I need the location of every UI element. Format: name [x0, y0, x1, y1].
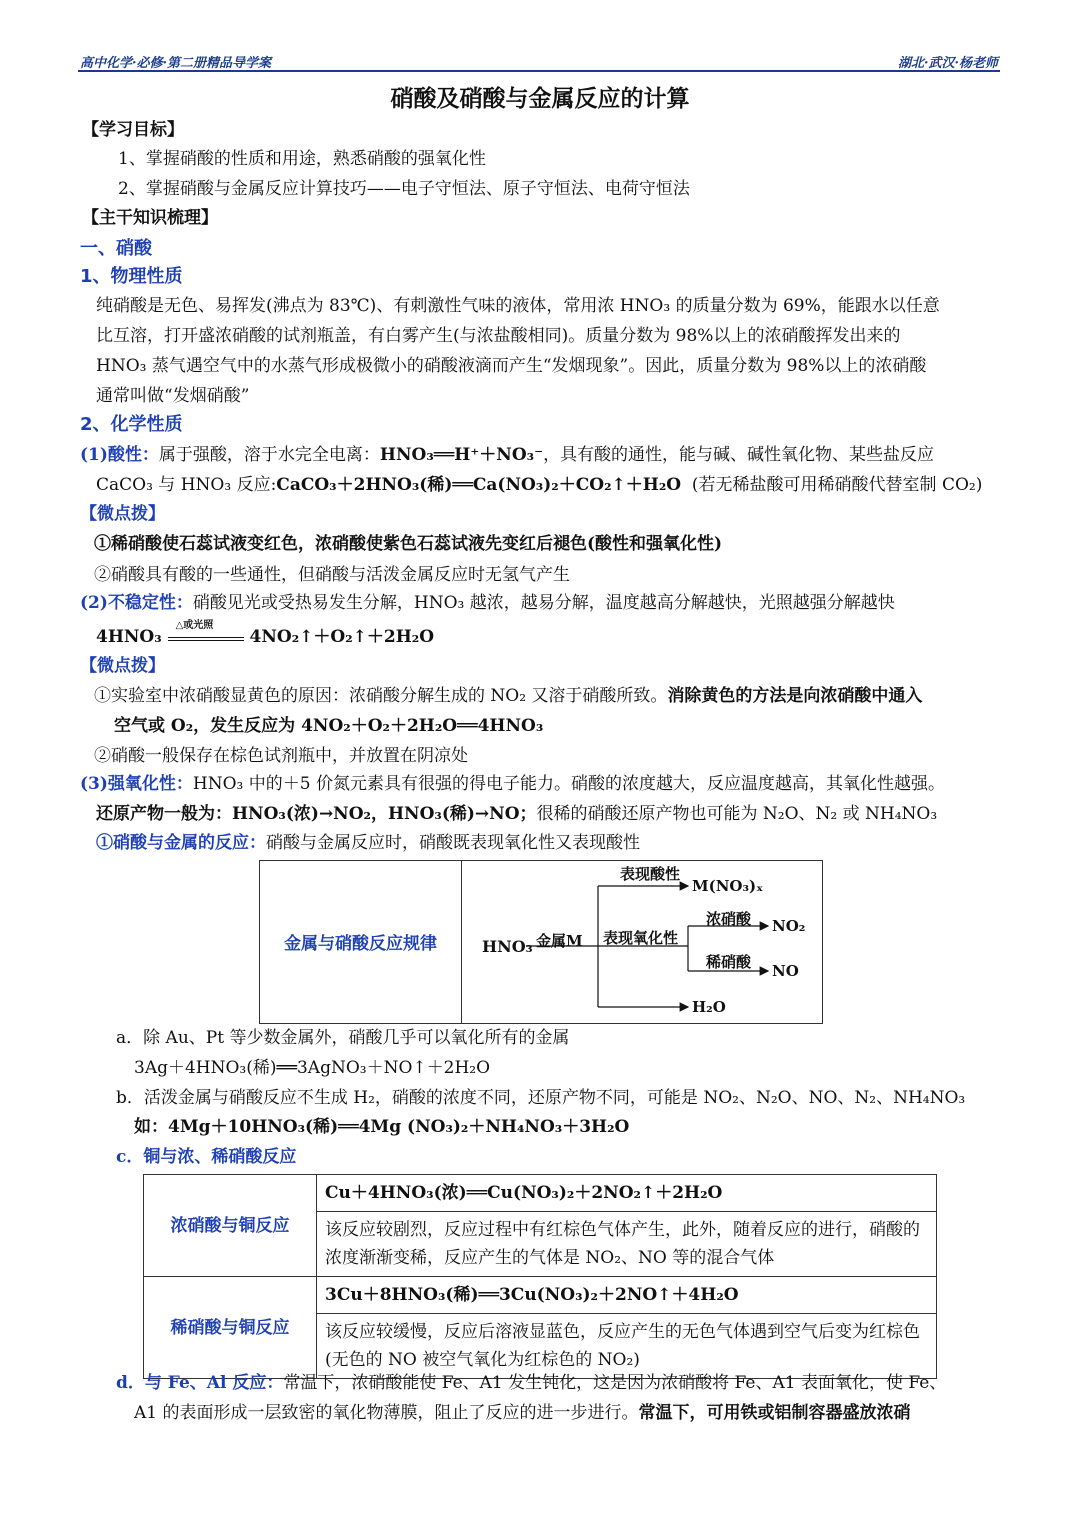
goal-2: 2、掌握硝酸与金属反应计算技巧——电子守恒法、原子守恒法、电荷守恒法 [118, 179, 690, 199]
item-a: a．除 Au、Pt 等少数金属外，硝酸几乎可以氧化所有的金属 [116, 1028, 570, 1048]
unstable-label: (2)不稳定性： [80, 593, 193, 613]
diagram-conc: 浓硝酸 [706, 910, 752, 928]
decomp-arrow [168, 619, 244, 648]
acid-eq-1: HNO₃══H⁺＋NO₃⁻ [379, 445, 544, 465]
learning-label: 【学习目标】 [82, 120, 184, 140]
diagram-salt: M(NO₃)ₓ [692, 877, 764, 895]
tip-1a: ①稀硝酸使石蕊试液变红色，浓硝酸使紫色石蕊试液先变红后褪色(酸性和强氧化性) [94, 534, 723, 554]
diagram-oxidizing: 表现氧化性 [603, 929, 679, 947]
phys-line-3: HNO₃ 蒸气遇空气中的水蒸气形成极微小的硝酸液滴而产生“发烟现象”。因此，质量分数为 98%以上的浓硝酸 [96, 356, 927, 376]
acid-line-1 [80, 444, 934, 466]
table-eq-conc: Cu＋4HNO₃(浓)══Cu(NO₃)₂＋2NO₂↑＋2H₂O [317, 1175, 937, 1212]
section-1-1-heading: 1、物理性质 [80, 266, 183, 287]
table-eq-dilute: 3Cu＋8HNO₃(稀)══3Cu(NO₃)₂＋2NO↑＋4H₂O [317, 1277, 937, 1314]
diagram-hno3: HNO₃ [482, 937, 533, 956]
goal-1: 1、掌握硝酸的性质和用途，熟悉硝酸的强氧化性 [118, 149, 486, 169]
section-1-2-heading: 2、化学性质 [80, 414, 183, 435]
diagram-dilute: 稀硝酸 [706, 953, 752, 971]
oxid-label: (3)强氧化性： [80, 774, 193, 794]
item-d-text-1: 常温下，浓硝酸能使 Fe、A1 发生钝化，这是因为浓硝酸将 Fe、A1 表面氧化，使 Fe、 [283, 1373, 947, 1393]
table-row [144, 1175, 937, 1212]
metal-reaction-label: ①硝酸与金属的反应： [96, 833, 266, 853]
diagram-no: NO [772, 962, 799, 980]
table-row [144, 1277, 937, 1314]
decomp-left: 4HNO₃ [96, 627, 162, 647]
table-desc-dilute: 该反应较缓慢，反应后溶液显蓝色，反应产生的无色气体遇到空气后变为红棕色(无色的 NO 被空气氧化为红棕色的 NO₂) [317, 1314, 937, 1379]
tip-1b: ②硝酸具有酸的一些通性，但硝酸与活泼金属反应时无氢气产生 [94, 565, 570, 585]
table-key-conc: 浓硝酸与铜反应 [144, 1175, 317, 1277]
acid-text-1b: ，具有酸的通性，能与碱、碱性氧化物、某些盐反应 [543, 445, 935, 465]
item-c: c．铜与浓、稀硝酸反应 [116, 1147, 297, 1167]
header-left: 高中化学·必修·第二册精品导学案 [80, 56, 272, 71]
diagram-acidity: 表现酸性 [620, 865, 681, 883]
tip-2a-line [94, 685, 922, 707]
oxid-text: HNO₃ 中的＋5 价氮元素具有很强的得电子能力。硝酸的浓度越大，反应温度越高，其氧化性越强。 [192, 774, 945, 794]
knowledge-label: 【主干知识梳理】 [82, 208, 218, 228]
oxid-line-3 [96, 832, 640, 854]
unstable-text: 硝酸见光或受热易发生分解，HNO₃ 越浓，越易分解，温度越高分解越快，光照越强分解越快 [192, 593, 895, 613]
tip-label-1: 【微点拨】 [80, 504, 165, 524]
oxid-line-1 [80, 773, 945, 795]
phys-line-4: 通常叫做“发烟硝酸” [96, 386, 250, 406]
acid-eq-2: CaCO₃＋2HNO₃(稀)══Ca(NO₃)₂＋CO₂↑＋H₂O [276, 475, 682, 495]
phys-line-1: 纯硝酸是无色、易挥发(沸点为 83℃)、有刺激性气味的液体，常用浓 HNO₃ 的质量分数为 69%，能跟水以任意 [96, 296, 940, 316]
tip-2a-2: 消除黄色的方法是向浓硝酸中通入 [667, 686, 923, 706]
acid-text-2: CaCO₃ 与 HNO₃ 反应: [96, 475, 277, 495]
item-b-eq: 如：4Mg＋10HNO₃(稀)══4Mg (NO₃)₂＋NH₄NO₃＋3H₂O [134, 1117, 630, 1137]
diagram-metal: 金属M [536, 932, 583, 950]
item-d-label: d．与 Fe、Al 反应： [116, 1373, 284, 1393]
section-1-heading: 一、硝酸 [80, 238, 152, 259]
acid-line-2 [96, 474, 982, 496]
acid-note: (若无稀盐酸可用稀硝酸代替室制 CO₂) [691, 475, 983, 495]
oxid-note: 很稀的硝酸还原产物也可能为 N₂O、N₂ 或 NH₄NO₃ [536, 804, 938, 824]
phys-line-2: 比互溶，打开盛浓硝酸的试剂瓶盖，有白雾产生(与浓盐酸相同)。质量分数为 98%以上的浓硝酸挥发出来的 [96, 326, 901, 346]
table-key-dilute: 稀硝酸与铜反应 [144, 1277, 317, 1379]
metal-nitric-diagram [259, 860, 823, 1024]
header-right: 湖北·武汉·杨老师 [897, 56, 998, 71]
tip-label-2: 【微点拨】 [80, 656, 165, 676]
acid-label: (1)酸性： [80, 445, 159, 465]
page-header [78, 50, 1000, 72]
oxid-products: 还原产物一般为：HNO₃(浓)→NO₂，HNO₃(稀)→NO； [96, 804, 537, 824]
unstable-line [80, 592, 895, 614]
copper-reaction-table [143, 1174, 937, 1379]
item-d-text-2: A1 的表面形成一层致密的氧化物薄膜，阻止了反应的进一步进行。 [134, 1403, 639, 1423]
table-desc-conc: 该反应较剧烈，反应过程中有红棕色气体产生，此外，随着反应的进行，硝酸的浓度渐渐变稀，反应产生的气体是 NO₂、NO 等的混合气体 [317, 1212, 937, 1277]
oxid-line-2 [96, 803, 937, 825]
diagram-h2o: H₂O [692, 998, 726, 1016]
acid-text-1: 属于强酸，溶于水完全电离： [158, 445, 380, 465]
item-d-line-1 [116, 1372, 946, 1394]
decomp-condition: △或光照 [175, 619, 214, 631]
item-d-line-2 [134, 1402, 911, 1424]
item-b: b．活泼金属与硝酸反应不生成 H₂，硝酸的浓度不同，还原产物不同，可能是 NO₂、N₂O、NO、N₂、NH₄NO₃ [116, 1088, 966, 1108]
tip-2b: ②硝酸一般保存在棕色试剂瓶中，并放置在阴凉处 [94, 746, 468, 766]
decomp-right: 4NO₂↑＋O₂↑＋2H₂O [249, 627, 435, 647]
item-a-eq: 3Ag＋4HNO₃(稀)══3AgNO₃＋NO↑＋2H₂O [134, 1058, 491, 1078]
decomp-eq [96, 619, 435, 648]
item-d-text-3: 常温下，可用铁或铝制容器盛放浓硝 [638, 1403, 911, 1423]
page-title: 硝酸及硝酸与金属反应的计算 [390, 86, 690, 112]
diagram-left-label: 金属与硝酸反应规律 [284, 934, 437, 954]
diagram-no2: NO₂ [772, 917, 806, 935]
tip-2a-1: ①实验室中浓硝酸显黄色的原因：浓硝酸分解生成的 NO₂ 又溶于硝酸所致。 [94, 686, 668, 706]
tip-2a-3: 空气或 O₂，发生反应为 4NO₂＋O₂＋2H₂O══4HNO₃ [114, 716, 544, 736]
metal-reaction-text: 硝酸与金属反应时，硝酸既表现氧化性又表现酸性 [266, 833, 640, 853]
